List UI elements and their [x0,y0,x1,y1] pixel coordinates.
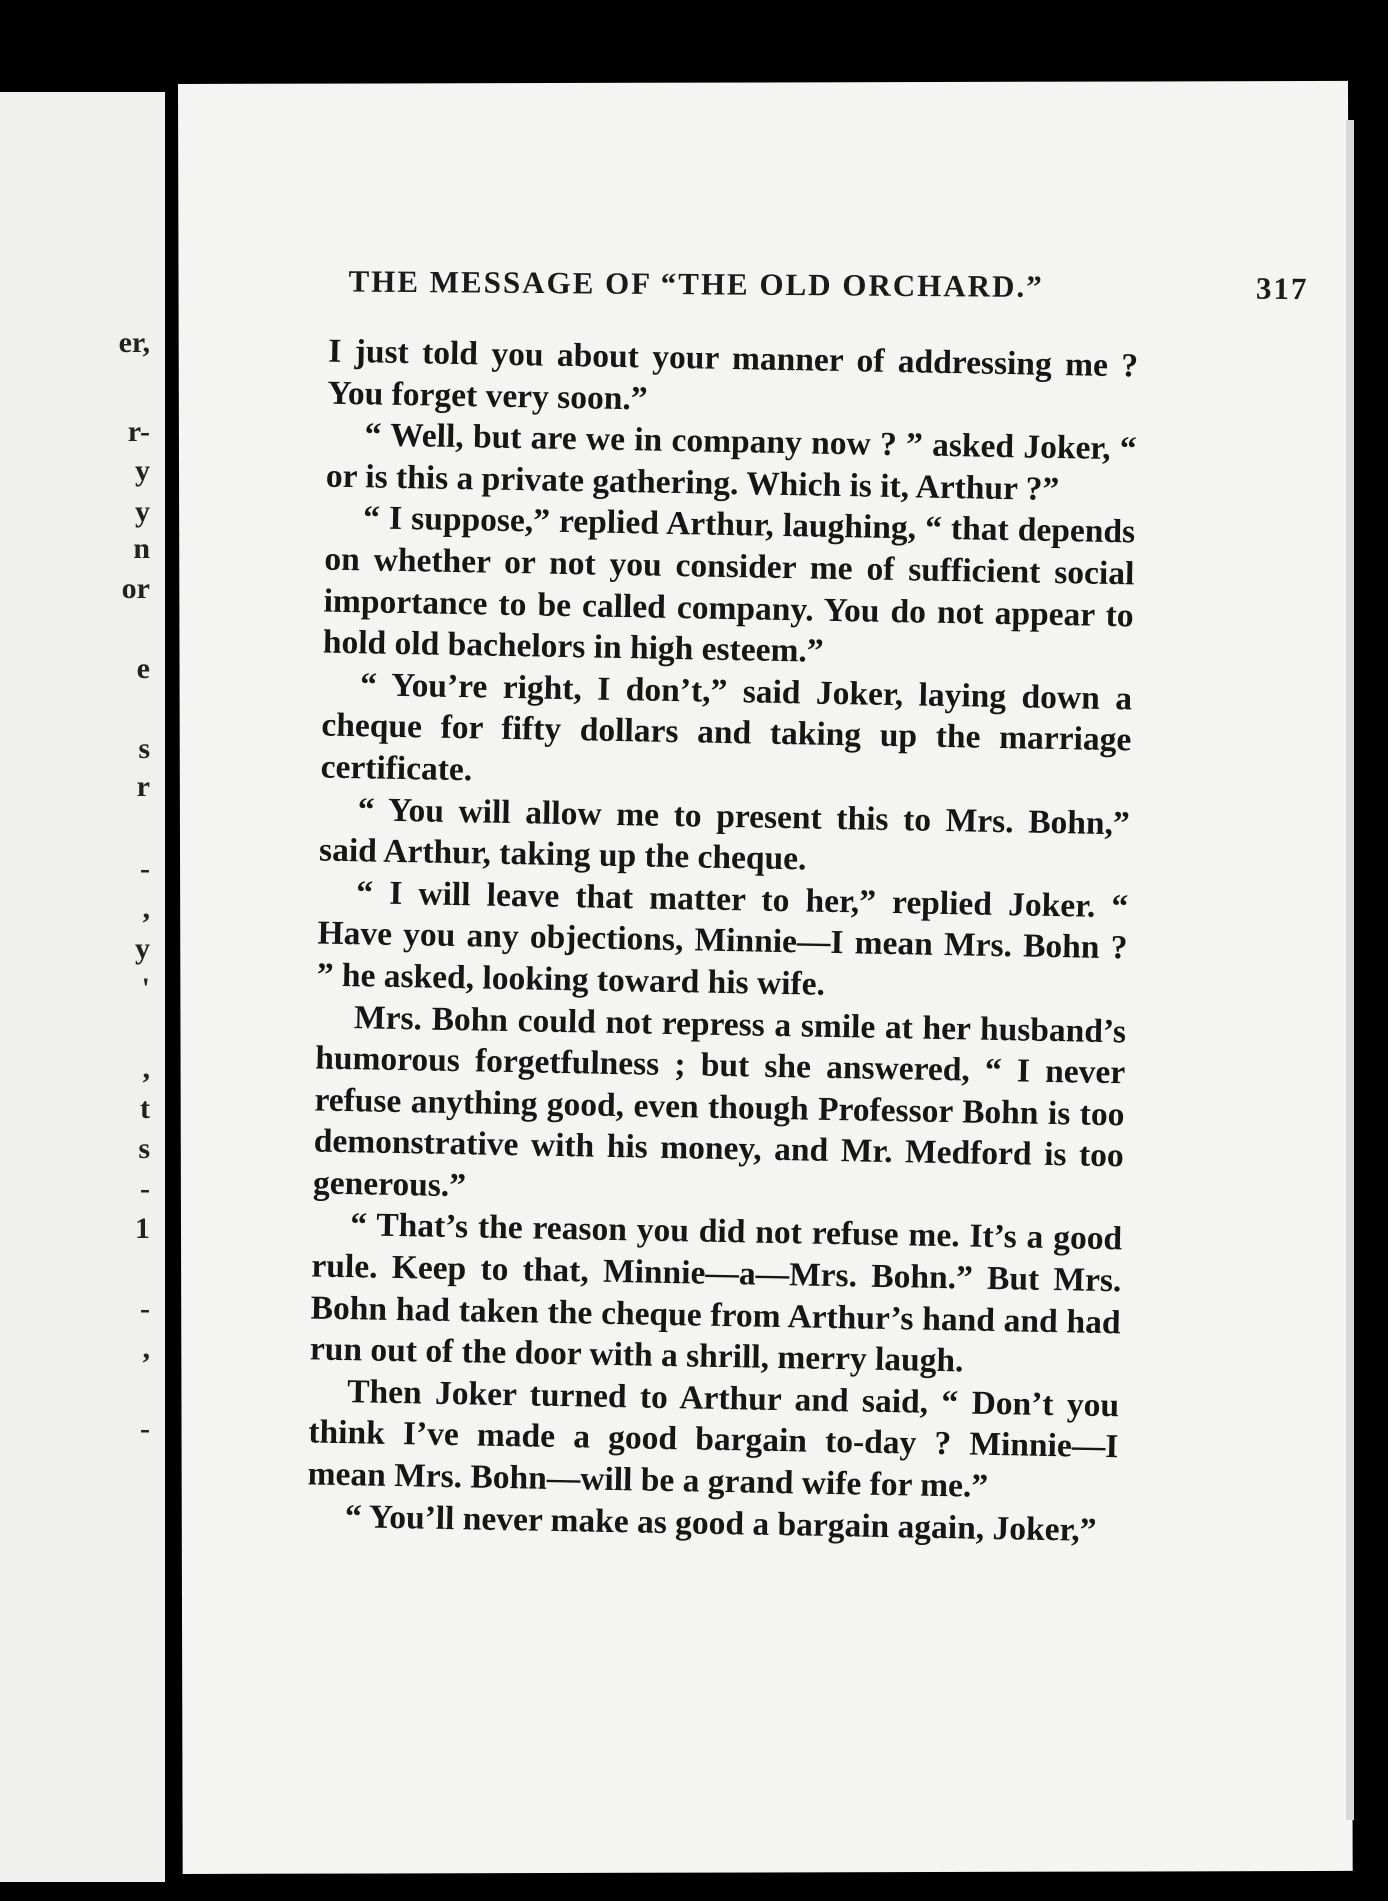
paragraph: “ You’re right, I don’t,” said Joker, laying down a cheque for fifty dollars and taking up the marriage certificate. [320,665,1133,789]
paragraph: “ That’s the reason you did not refuse me. It’s a good rule. Keep to that, Minnie—a—Mrs. Bohn.” But Mrs. Bohn had taken the cheque from Arthur’s hand and had run out of the door with a shrill, merry laugh. [309,1206,1123,1380]
facing-page-fragment: or [121,572,150,605]
page-number: 317 [1255,270,1309,307]
paragraph: “ You’ll never make as good a bargain again, Joker,” [344,1497,1097,1549]
paragraph: Mrs. Bohn could not repress a smile at her husband’s humorous forgetfulness ; but she answered, “ I never refuse anything good, even though Professor Bohn is too demonstrative with his money, and Mr. Medford is too generous.” [312,998,1127,1205]
paragraph: “ Well, but are we in company now ? ” asked Joker, “ or is this a private gathering. Which is it, Arthur ?” [325,416,1137,508]
body-text [307,331,1139,1552]
facing-page-edge [0,92,165,1882]
facing-page-fragment: - [140,1412,150,1445]
page-edge-shadow [1346,120,1354,1820]
book-page [178,81,1353,1874]
facing-page-fragment: ' [141,972,150,1005]
facing-page-fragment: r- [127,415,150,448]
facing-page-fragment: - [140,1292,150,1325]
facing-page-fragment: r [136,770,150,803]
running-header [348,264,1308,308]
facing-page-fragment: - [140,852,150,885]
facing-page-fragment: , [142,1052,150,1085]
facing-page-fragment: y [135,495,150,528]
facing-page-fragment: , [142,1332,150,1365]
paragraph: I just told you about your manner of addressing me ? You forget very soon.” [327,332,1139,418]
facing-page-fragment: 1 [135,1212,150,1245]
facing-page-fragment: - [140,1172,150,1205]
paragraph: “ You will allow me to present this to Mrs. Bohn,” said Arthur, taking up the cheque. [318,790,1131,878]
facing-page-fragment: n [133,532,150,565]
paragraph: “ I will leave that matter to her,” replied Joker. “ Have you any objections, Minnie—I mean Mrs. Bohn ? ” he asked, looking toward his wife. [316,873,1129,1003]
paragraph: “ I suppose,” replied Arthur, laughing, “ that depends on whether or not you consider me of sufficient social importance to be called company. You do not appear to hold old bachelors in high esteem.” [322,499,1136,670]
facing-page-fragment: y [135,932,150,965]
facing-page-fragment: s [138,732,150,765]
facing-page-fragment: s [138,1132,150,1165]
facing-page-fragment: t [140,1092,150,1125]
paragraph: Then Joker turned to Arthur and said, “ Don’t you think I’ve made a good bargain to-day ? Minnie—I mean Mrs. Bohn—will be a grand wife for me.” [307,1372,1120,1505]
facing-page-fragment: e [136,652,150,685]
facing-page-fragment: y [135,454,150,487]
facing-page-fragment: , [142,892,150,925]
running-title: THE MESSAGE OF “THE OLD ORCHARD.” [348,263,1044,305]
facing-page-fragment: er, [118,326,150,359]
